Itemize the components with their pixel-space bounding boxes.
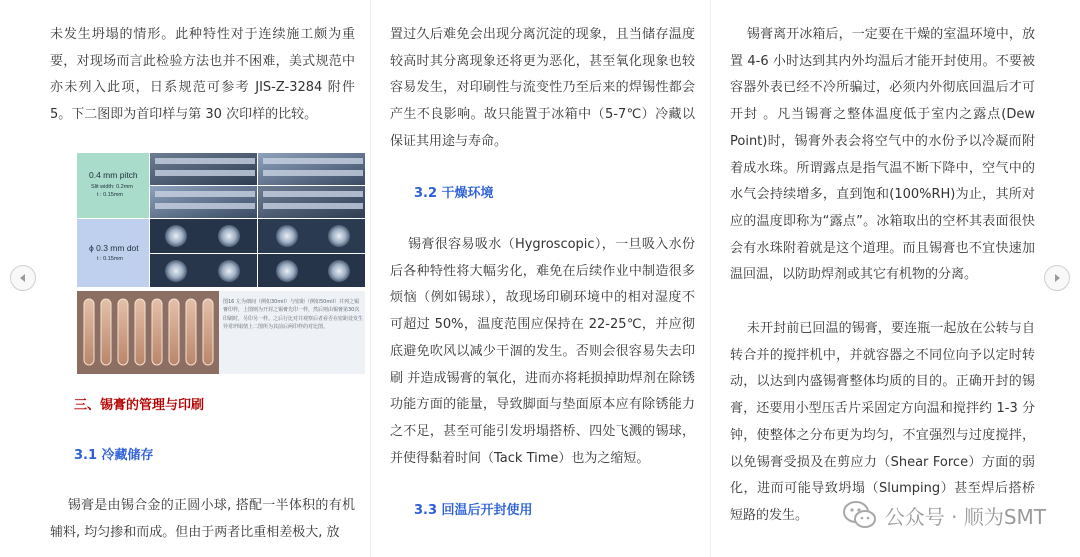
chevron-left-icon bbox=[17, 272, 29, 284]
watermark bbox=[843, 497, 1046, 533]
article-column-2 bbox=[390, 0, 695, 557]
paragraph: 锡膏很容易吸水（Hygroscopic），一旦吸入水份后各种特性将大幅劣化，难免在后续作业中制造很多烦恼（例如锡球），故现场印刷环境中的相对湿度不可超过 50%，温度范围应保持在 22-25℃，并应彻底避免吹风以减少干涸的发生。否则会很容易失去印刷 并造成锡膏的氧化，进而亦将耗损掉助焊剂在除锈功能方面的能量，导致脚面与垫面原本应有除锈能力之不足，甚至可能引发坍塌搭桥、四处飞溅的锡球，并使得黏着时间（Tack Time）也为之缩短。 bbox=[390, 237, 695, 466]
next-page-button[interactable] bbox=[1044, 265, 1070, 291]
article-column-1 bbox=[50, 0, 364, 557]
figure-label: Slit width: 0.2mm bbox=[91, 184, 133, 190]
paragraph: 锡膏是由锡合金的正圆小球, 搭配一半体积的有机辅料, 均匀掺和而成。但由于两者比重相差极大, 放 bbox=[50, 498, 356, 540]
wechat-icon bbox=[843, 500, 877, 530]
column-divider bbox=[710, 0, 711, 557]
paragraph: 未开封前已回温的锡膏，要连瓶一起放在公转与自转合并的搅拌机中，并就容器之不同位向予以定时转动，以达到内盛锡膏整体均质的目的。正确开封的锡膏，还要用小型压舌片采固定方向温和搅拌约 1-3 分钟，使整体之分布更为均匀，不宜强烈与过度搅拌，以免锡膏受损及在剪应力（Shear Force）方面的弱化，进而可能导致坍塌（Slumping）甚至焊后搭桥短路的发生。 bbox=[730, 321, 1035, 523]
paragraph: 置过久后难免会出现分离沉淀的现象，且当储存温度较高时其分离现象还将更为恶化，甚至氧化现象也较容易发生，对印刷性与流变性乃至后来的焊锡性都会产生不良影响。故只能置于冰箱中（5-7℃）冷藏以保证其用途与寿命。 bbox=[390, 27, 695, 149]
section-heading: 三、锡膏的管理与印刷 bbox=[74, 398, 205, 413]
chevron-right-icon bbox=[1051, 272, 1063, 284]
subsection-heading: 3.2 干燥环境 bbox=[414, 186, 494, 201]
subsection-heading: 3.3 回温后开封使用 bbox=[414, 503, 533, 518]
figure-label: t : 0.15mm bbox=[97, 192, 123, 198]
paragraph: 未发生坍塌的情形。此种特性对于连续施工颇为重要，对现场而言此检验方法也并不困难，美式规范中亦未列入此项，日系规范可参考 JIS-Z-3284 附件 5。下二图即为首印样与第 30 次印样的比较。 bbox=[50, 27, 360, 123]
previous-page-button[interactable] bbox=[10, 265, 36, 291]
column-divider bbox=[370, 0, 371, 557]
figure-caption: 图16 左为细间（例如30mil）与密距（例如50mil）并列之锡膏印样，上图则为开封之锡膏先印一样，然后则由锡膏第30次印刷时，另印另一样。之后行比对并观察后者看否在密距处发生异常坍塌情上二图所为其前后两印样的对比图。 bbox=[223, 299, 364, 330]
figure-label: t : 0.15mm bbox=[97, 256, 123, 262]
subsection-heading: 3.1 冷藏储存 bbox=[74, 448, 154, 463]
comparison-figure bbox=[77, 153, 365, 374]
watermark-text: 公众号 · 顺为SMT bbox=[884, 504, 1046, 529]
paragraph: 锡膏离开冰箱后，一定要在干燥的室温环境中，放置 4-6 小时达到其内外均温后才能开封使用。不要被容器外表已经不冷所骗过，必须内外彻底回温后才可开封 。凡当锡膏之整体温度低于室内之露点(Dew Point)时，锡膏外表会将空气中的水份予以冷凝而附着成水珠。所谓露点是指气温不断下降中，空气中的水气会持续增多，直到饱和(100%RH)为止，其所对应的温度即称为“露点”。冰箱取出的空杯其表面很快会有水珠附着就是这个道理。而且锡膏也不宜快速加温回温，以防助焊剂或其它有机物的分离。 bbox=[730, 27, 1040, 283]
article-column-3 bbox=[730, 0, 1040, 557]
figure-label: 0.4 mm pitch bbox=[89, 170, 138, 180]
figure-label: ϕ 0.3 mm dot bbox=[89, 243, 139, 253]
